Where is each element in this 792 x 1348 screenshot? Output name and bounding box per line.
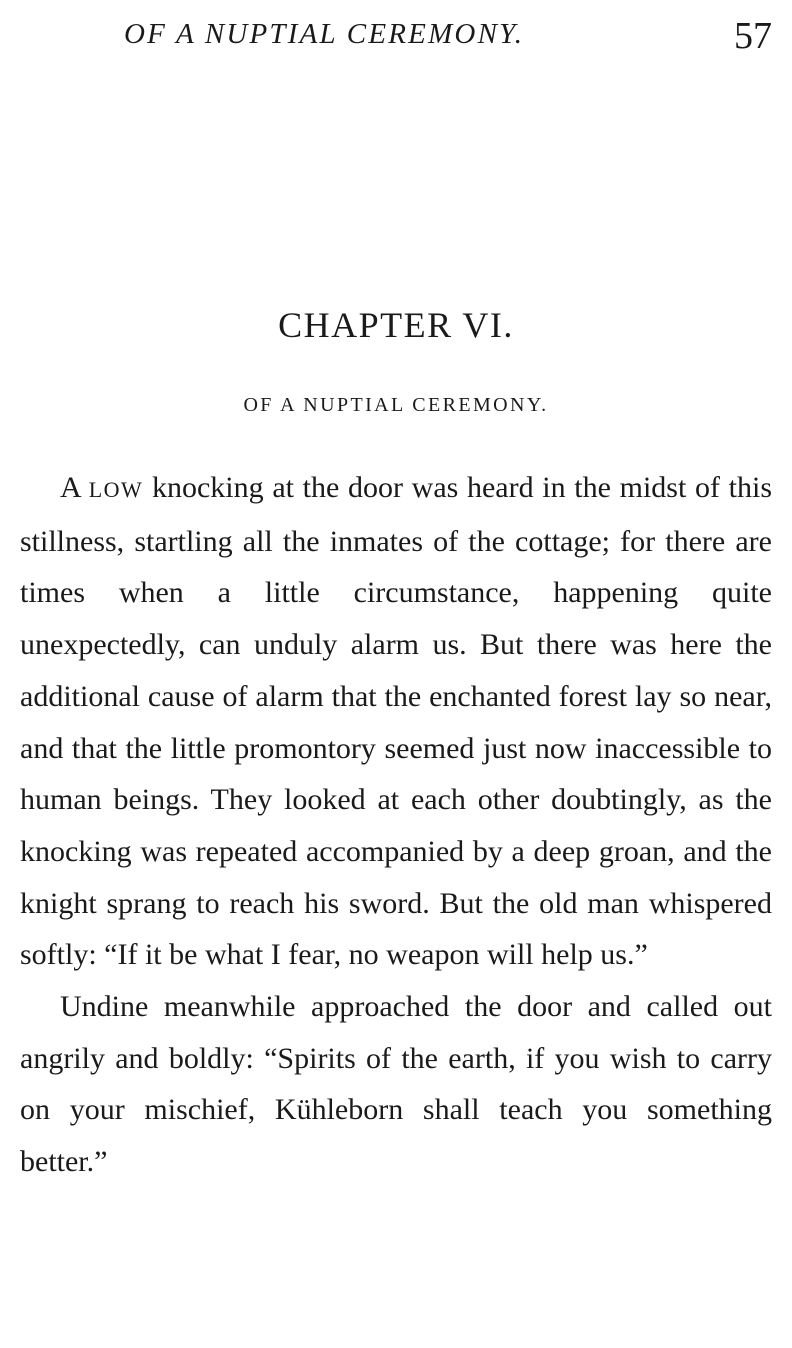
running-title: OF A NUPTIAL CEREMONY. bbox=[124, 18, 525, 50]
page-number: 57 bbox=[734, 15, 772, 57]
body-text bbox=[20, 462, 772, 1188]
paragraph-1 bbox=[20, 462, 772, 981]
paragraph-text: knocking at the door was heard in the midst of this stillness, startling all the inmates of the cottage; for there are times when a little circumstance, happening quite unexpectedly, can unduly alarm us. But there was here the additional cause of alarm that the enchanted forest lay so near, and that the little promontory seemed just now inaccessible to human beings. They looked at each other doubtingly, as the knocking was repeated accompanied by a deep groan, and the knight sprang to reach his sword. But the old man whispered softly: “If it be what I fear, no weapon will help us.” bbox=[20, 471, 773, 972]
paragraph-text: Undine meanwhile approached the door and called out angrily and boldly: “Spirits of the earth, if you wish to carry on your mischief, Kühleborn shall teach you something better.” bbox=[20, 990, 772, 1179]
running-head bbox=[0, 14, 792, 64]
paragraph-initial: A bbox=[60, 471, 81, 504]
paragraph-2 bbox=[20, 981, 772, 1188]
small-caps-word: LOW bbox=[88, 477, 144, 502]
chapter-subtitle: OF A NUPTIAL CEREMONY. bbox=[243, 394, 549, 416]
chapter-heading: CHAPTER VI. bbox=[278, 305, 514, 345]
